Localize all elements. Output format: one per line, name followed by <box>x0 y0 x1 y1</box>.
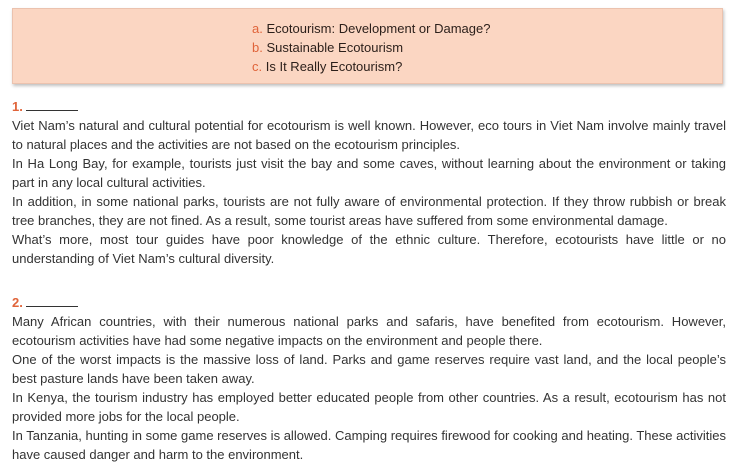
option-letter: c. <box>252 59 263 74</box>
answer-blank <box>26 97 78 111</box>
paragraph: One of the worst impacts is the massive loss of land. Parks and game reserves require vast land, and the local people’s best pasture lands have been taken away. <box>12 352 726 386</box>
passage-1 <box>12 97 726 268</box>
option-text: Ecotourism: Development or Damage? <box>266 21 491 36</box>
heading-options-box <box>12 8 723 84</box>
paragraph: In Ha Long Bay, for example, tourists just visit the bay and some caves, without learning about the environment or taking part in any local cultural activities. <box>12 156 726 190</box>
paragraph: Viet Nam’s natural and cultural potential for ecotourism is well known. However, eco tours in Viet Nam involve mainly travel to natural places and the activities are not based on the ecotourism principles. <box>12 118 726 152</box>
option-c <box>252 59 402 75</box>
paragraph: What’s more, most tour guides have poor knowledge of the ethnic culture. Therefore, ecotourists have little or no understanding of Viet Nam’s cultural diversity. <box>12 232 726 266</box>
passage-1-heading <box>12 97 726 116</box>
passage-2-heading <box>12 293 726 312</box>
option-text: Sustainable Ecotourism <box>266 40 404 55</box>
paragraph: Many African countries, with their numerous national parks and safaris, have benefited from ecotourism. However, ecotourism activities have had some negative impacts on the environment and people there. <box>12 314 726 348</box>
option-text: Is It Really Ecotourism? <box>265 59 403 74</box>
option-letter: a. <box>252 21 263 36</box>
passage-number: 1. <box>12 99 23 114</box>
paragraph: In Kenya, the tourism industry has employed better educated people from other countries. As a result, ecotourism has not provided more jobs for the local people. <box>12 390 726 424</box>
option-letter: b. <box>252 40 263 55</box>
passage-number: 2. <box>12 295 23 310</box>
answer-blank <box>26 293 78 307</box>
option-b <box>252 40 403 56</box>
option-a <box>252 21 490 37</box>
paragraph: In Tanzania, hunting in some game reserves is allowed. Camping requires firewood for cooking and heating. These activities have caused danger and harm to the environment. <box>12 428 726 462</box>
paragraph: In addition, in some national parks, tourists are not fully aware of environmental protection. If they throw rubbish or break tree branches, they are not fined. As a result, some tourist areas have suffered from some environmental damage. <box>12 194 726 228</box>
passage-2 <box>12 293 726 464</box>
